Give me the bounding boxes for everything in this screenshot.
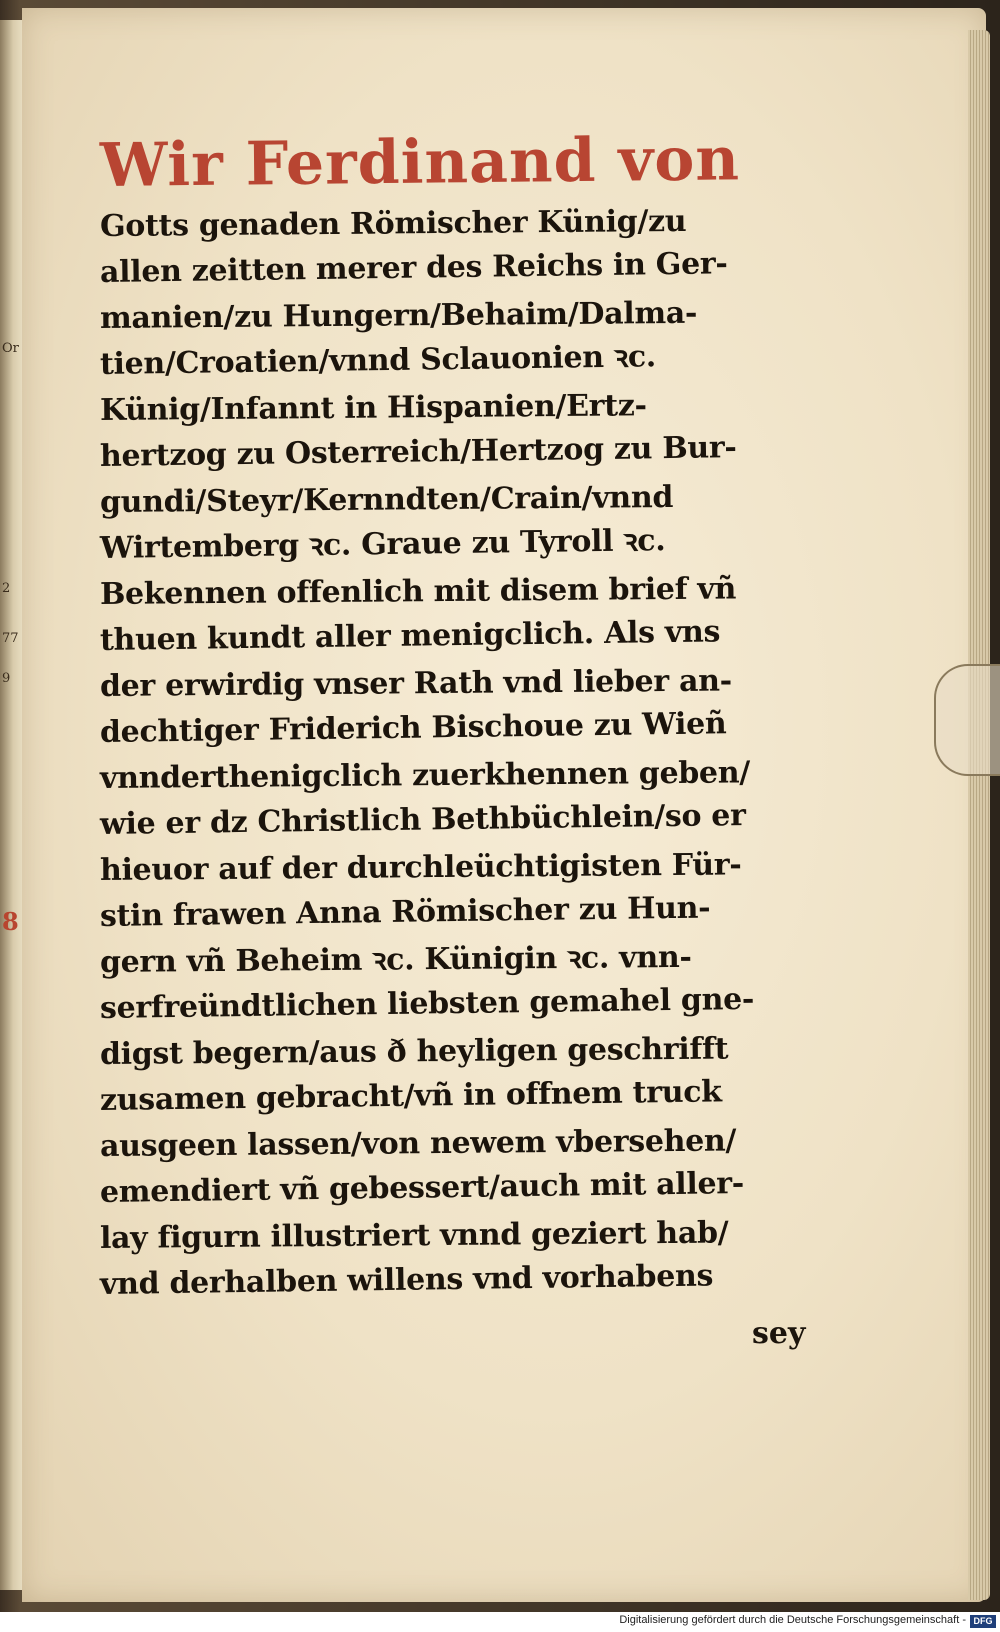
text-line: der erwirdig vnser Rath vnd lieber an- bbox=[99, 663, 732, 704]
rubric-heading: Wir Ferdinand von bbox=[99, 124, 741, 201]
text-line: serfreündtlichen liebsten gemahel gne- bbox=[99, 981, 755, 1026]
text-line: vnd derhalben willens vnd vorhabens bbox=[99, 1258, 714, 1302]
facing-page-mark: 77 bbox=[2, 631, 19, 646]
facing-page-edge bbox=[0, 20, 23, 1590]
body-text bbox=[100, 204, 820, 1308]
text-line: tien/Croatien/vnnd Sclauonien ꝛc. bbox=[99, 339, 657, 382]
text-line: ausgeen lassen/von newem vbersehen/ bbox=[99, 1123, 737, 1164]
text-line: dechtiger Friderich Bischoue zu Wieñ bbox=[99, 706, 727, 750]
text-line: zusamen gebracht/vñ in offnem truck bbox=[99, 1074, 722, 1118]
digitization-footer bbox=[0, 1612, 1000, 1632]
facing-page-mark: Or bbox=[2, 341, 19, 356]
text-line: manien/zu Hungern/Behaim/Dalma- bbox=[99, 295, 698, 336]
page-text-block bbox=[99, 124, 820, 1308]
text-line: thuen kundt aller menigclich. Als vns bbox=[99, 614, 721, 658]
text-line: allen zeitten merer des Reichs in Ger- bbox=[99, 246, 728, 290]
text-line: wie er dz Christlich Bethbüchlein/so er bbox=[99, 797, 746, 842]
dfg-logo: DFG bbox=[970, 1615, 996, 1628]
funding-credit: Digitalisierung gefördert durch die Deutsche Forschungsgemeinschaft - bbox=[619, 1614, 966, 1626]
text-line: vnnderthenigclich zuerkhennen geben/ bbox=[99, 755, 751, 796]
text-line: hieuor auf der durchleüchtigisten Für- bbox=[99, 847, 742, 888]
facing-page-red-initial: 8 bbox=[2, 907, 19, 936]
book-clasp-tab bbox=[934, 664, 1000, 776]
text-line: Bekennen offenlich mit disem brief vñ bbox=[99, 571, 737, 612]
page-edge-stack bbox=[968, 30, 990, 1600]
text-line: lay figurn illustriert vnnd geziert hab/ bbox=[99, 1215, 729, 1256]
text-line: digst begern/aus ð heyligen geschrifft bbox=[99, 1031, 729, 1072]
text-line: Gotts genaden Römischer Künig/zu bbox=[99, 203, 687, 244]
text-line: gern vñ Beheim ꝛc. Künigin ꝛc. vnn- bbox=[99, 939, 692, 980]
text-line: stin frawen Anna Römischer zu Hun- bbox=[99, 890, 711, 934]
facing-page-mark: 2 bbox=[2, 581, 11, 596]
facing-page-mark: 9 bbox=[2, 671, 11, 686]
text-line: emendiert vñ gebessert/auch mit aller- bbox=[99, 1166, 745, 1210]
text-line: gundi/Steyr/Kernndten/Crain/vnnd bbox=[99, 479, 674, 520]
text-line: hertzog zu Osterreich/Hertzog zu Bur- bbox=[99, 430, 737, 474]
text-line: Künig/Infannt in Hispanien/Ertz- bbox=[99, 388, 647, 428]
text-line: Wirtemberg ꝛc. Graue zu Tyroll ꝛc. bbox=[99, 523, 666, 566]
catchword: sey bbox=[752, 1316, 806, 1351]
